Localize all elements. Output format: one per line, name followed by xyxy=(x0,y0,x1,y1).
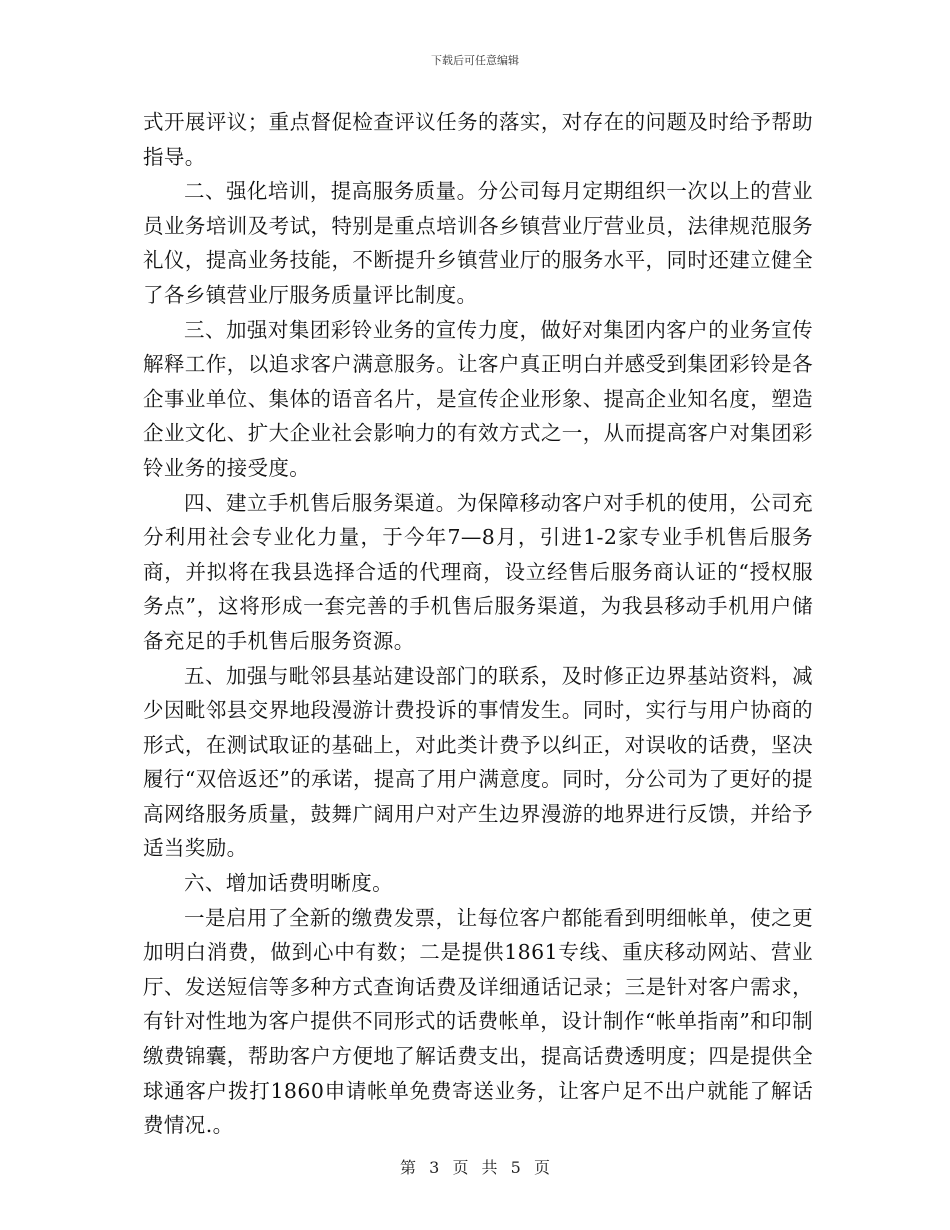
paragraph-billing-details: 一是启用了全新的缴费发票，让每位客户都能看到明细帐单，使之更加明白消费，做到心中有数；二是提供1861专线、重庆移动网站、营业厅、发送短信等多种方式查询话费及详细通话记录；三是针对客户需求，有针对性地为客户提供不同形式的话费帐单，设计制作“帐单指南”和印制缴费锦囊，帮助客户方便地了解话费支出，提高话费透明度；四是提供全球通客户拨打1860申请帐单免费寄送业务，让客户足不出户就能了解话费情况.。 xyxy=(143,905,813,1138)
paragraph-group-ringtone: 三、加强对集团彩铃业务的宣传力度，做好对集团内客户的业务宣传解释工作，以追求客户满意服务。让客户真正明白并感受到集团彩铃是各企事业单位、集体的语音名片，是宣传企业形象、提高企业知名度，塑造企业文化、扩大企业社会影响力的有效方式之一，从而提高客户对集团彩铃业务的接受度。 xyxy=(143,317,813,480)
footer-page-word: 页 xyxy=(452,1158,469,1177)
document-body xyxy=(143,105,813,1143)
paragraph-after-sales: 四、建立手机售后服务渠道。为保障移动客户对手机的使用，公司充分利用社会专业化力量，于今年7—8月，引进1-2家专业手机售后服务商，并拟将在我县选择合适的代理商，设立经售后服务商认证的“授权服务点”，这将形成一套完善的手机售后服务渠道，为我县移动手机用户储备充足的手机售后服务资源。 xyxy=(143,490,813,653)
footer-total-pages: 5 xyxy=(510,1158,521,1177)
footer-prefix: 第 xyxy=(400,1158,417,1177)
paragraph-training: 二、强化培训，提高服务质量。分公司每月定期组织一次以上的营业员业务培训及考试，特别是重点培训各乡镇营业厅营业员，法律规范服务礼仪，提高业务技能，不断提升乡镇营业厅的服务水平，同时还建立健全了各乡镇营业厅服务质量评比制度。 xyxy=(143,179,813,307)
page-footer xyxy=(0,1155,950,1178)
paragraph-continuation: 式开展评议；重点督促检查评议任务的落实，对存在的问题及时给予帮助指导。 xyxy=(143,110,813,169)
footer-suffix: 页 xyxy=(533,1158,550,1177)
footer-current-page: 3 xyxy=(429,1158,440,1177)
page-header-note: 下载后可任意编辑 xyxy=(431,54,519,67)
footer-total-word: 共 xyxy=(481,1158,498,1177)
paragraph-billing-heading: 六、增加话费明晰度。 xyxy=(184,871,393,896)
paragraph-border-roaming: 五、加强与毗邻县基站建设部门的联系，及时修正边界基站资料，减少因毗邻县交界地段漫游计费投诉的事情发生。同时，实行与用户协商的形式，在测试取证的基础上，对此类计费予以纠正，对误收的话费，坚决履行“双倍返还”的承诺，提高了用户满意度。同时，分公司为了更好的提高网络服务质量，鼓舞广阔用户对产生边界漫游的地界进行反馈，并给予适当奖励。 xyxy=(143,663,813,861)
